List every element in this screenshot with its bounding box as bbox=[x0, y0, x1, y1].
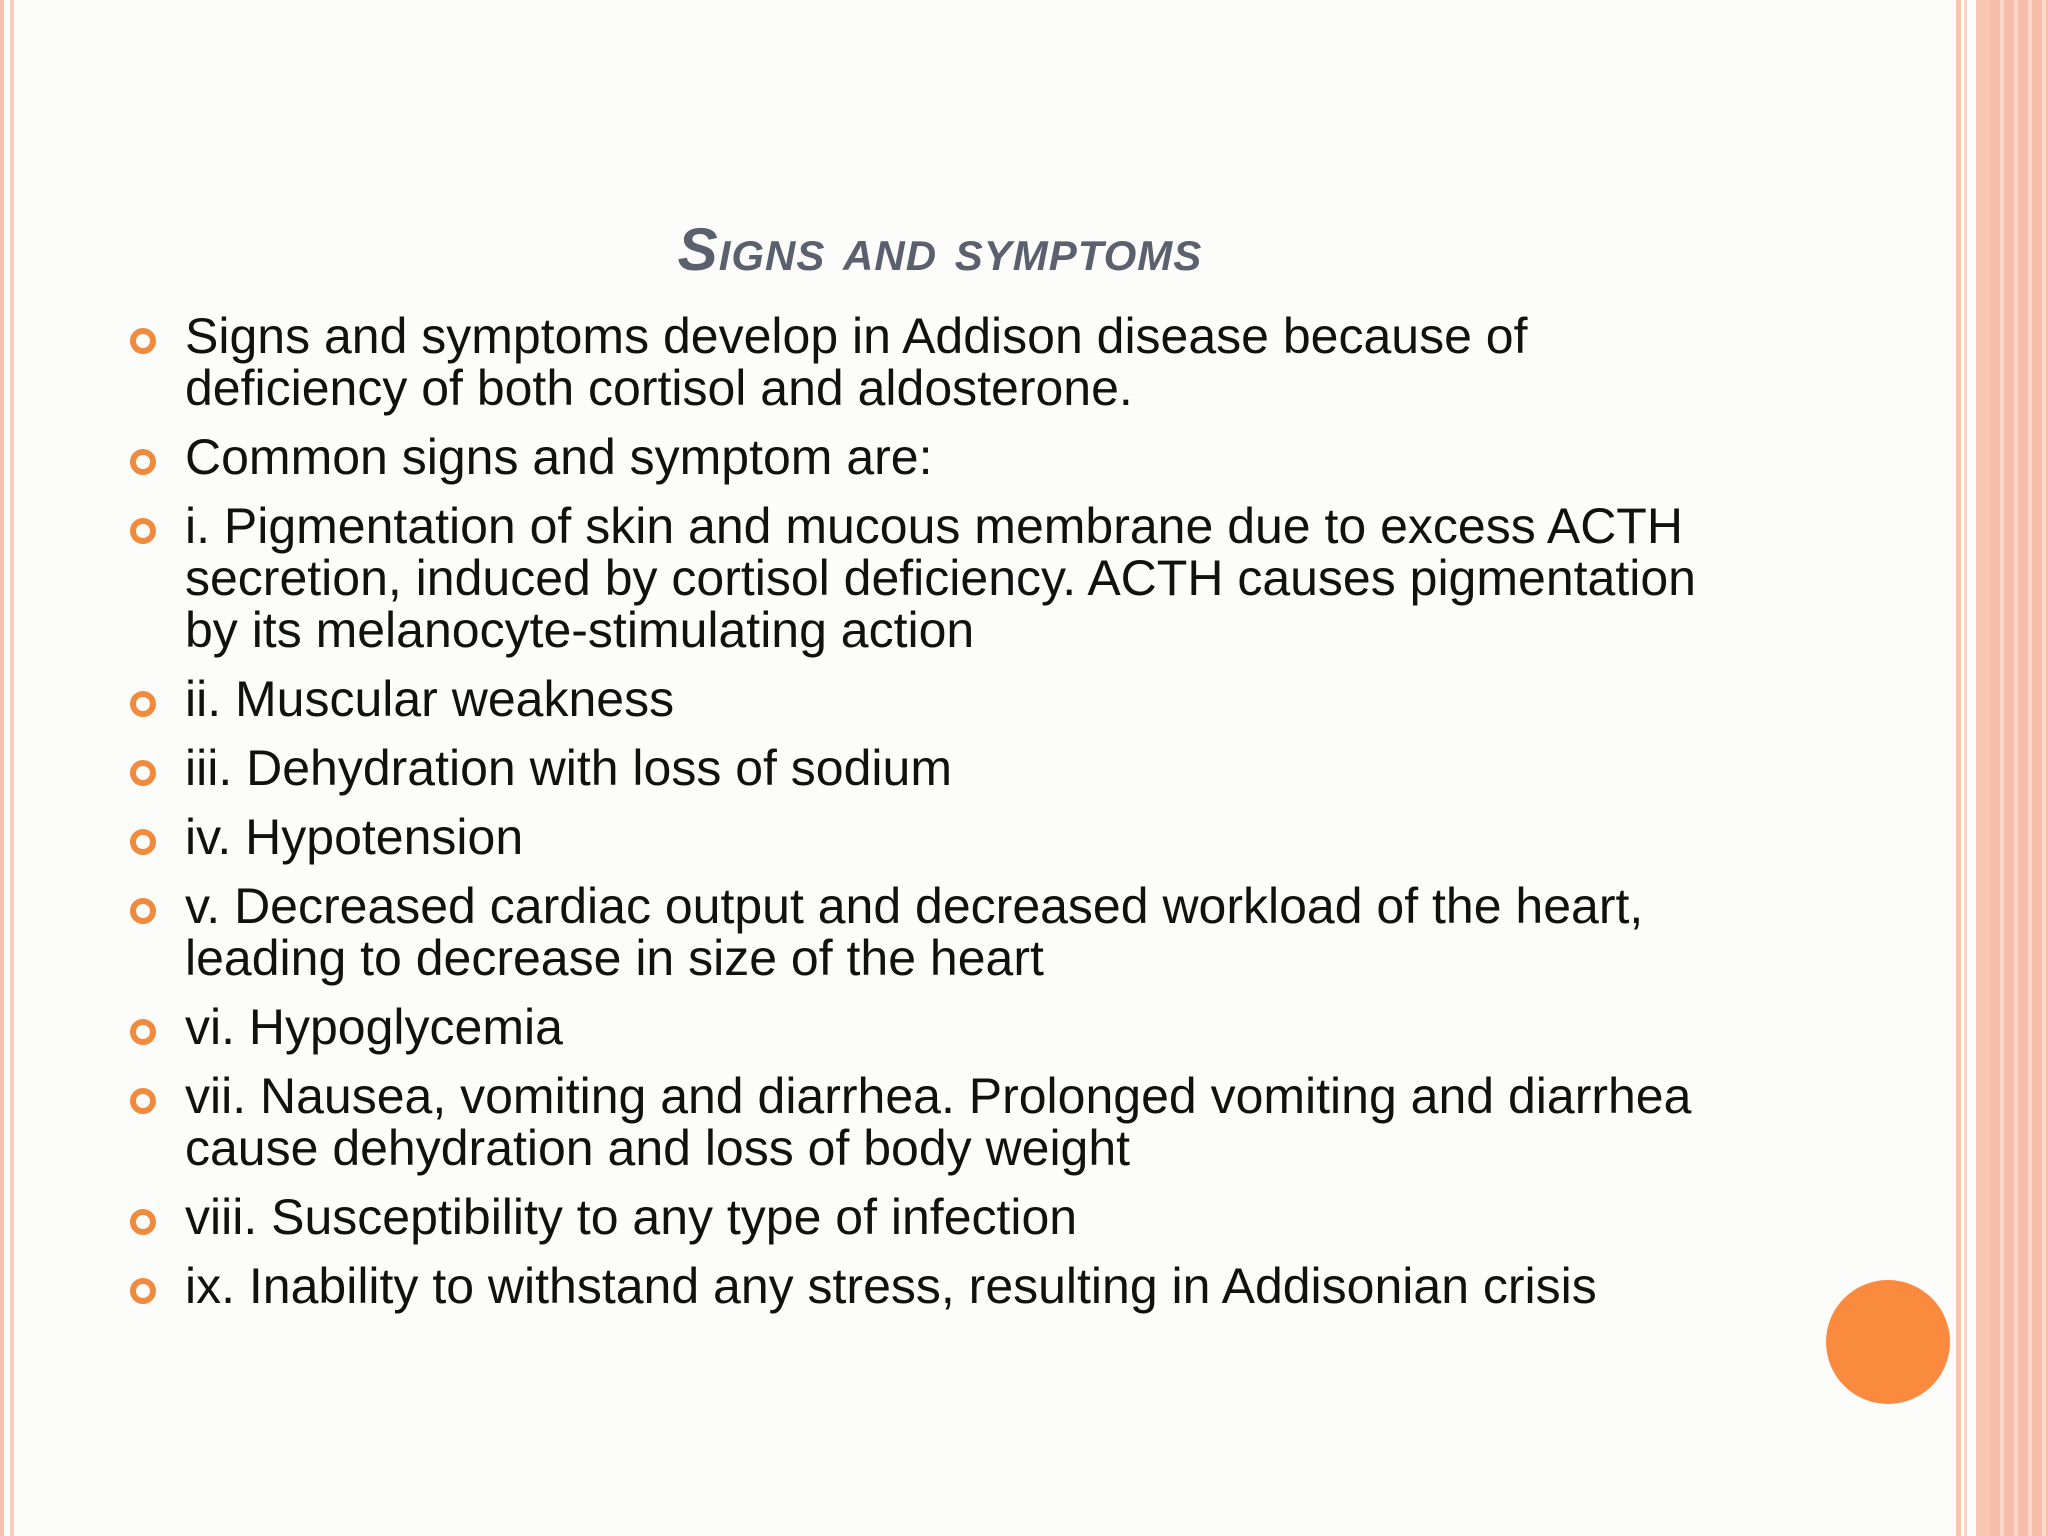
slide-title: Signs and symptoms bbox=[677, 216, 1203, 283]
bullet-list bbox=[130, 310, 1730, 1329]
bullet-text: viii. Susceptibility to any type of infection bbox=[185, 1189, 1078, 1245]
ring-bullet-icon bbox=[130, 829, 156, 855]
bullet-text: i. Pigmentation of skin and mucous membrane due to excess ACTH secretion, induced by cortisol deficiency. ACTH causes pigmentation by its melanocyte-stimulating action bbox=[185, 498, 1696, 658]
bullet-text: Common signs and symptom are: bbox=[185, 429, 933, 485]
bullet-text: Signs and symptoms develop in Addison disease because of deficiency of both cortisol and aldosterone. bbox=[185, 308, 1528, 416]
left-border-stripe-inner bbox=[10, 0, 14, 1536]
ring-bullet-icon bbox=[130, 1209, 156, 1235]
bullet-item bbox=[130, 500, 1730, 656]
bullet-item bbox=[130, 1070, 1730, 1174]
bullet-text: ii. Muscular weakness bbox=[185, 671, 675, 727]
ring-bullet-icon bbox=[130, 518, 156, 544]
left-border-stripe bbox=[0, 0, 4, 1536]
bullet-text: ix. Inability to withstand any stress, resulting in Addisonian crisis bbox=[185, 1258, 1597, 1314]
bullet-item bbox=[130, 310, 1730, 414]
bullet-text: v. Decreased cardiac output and decreased workload of the heart, leading to decrease in size of the heart bbox=[185, 878, 1644, 986]
bullet-item bbox=[130, 1001, 1730, 1053]
bullet-item bbox=[130, 431, 1730, 483]
right-border-rule-inner bbox=[1964, 0, 1967, 1536]
decorative-orange-circle bbox=[1826, 1280, 1950, 1404]
right-border-band bbox=[1976, 0, 1990, 1536]
ring-bullet-icon bbox=[130, 1278, 156, 1304]
ring-bullet-icon bbox=[130, 691, 156, 717]
ring-bullet-icon bbox=[130, 328, 156, 354]
bullet-text: iii. Dehydration with loss of sodium bbox=[185, 740, 952, 796]
bullet-text: vii. Nausea, vomiting and diarrhea. Prolonged vomiting and diarrhea cause dehydration and loss of body weight bbox=[185, 1068, 1692, 1176]
right-border-rule bbox=[1956, 0, 1961, 1536]
bullet-item bbox=[130, 673, 1730, 725]
ring-bullet-icon bbox=[130, 898, 156, 924]
bullet-text: vi. Hypoglycemia bbox=[185, 999, 563, 1055]
bullet-item bbox=[130, 1260, 1730, 1312]
bullet-item bbox=[130, 1191, 1730, 1243]
ring-bullet-icon bbox=[130, 760, 156, 786]
right-border-band-stripes bbox=[1990, 0, 2048, 1536]
bullet-item bbox=[130, 742, 1730, 794]
ring-bullet-icon bbox=[130, 1019, 156, 1045]
ring-bullet-icon bbox=[130, 1088, 156, 1114]
ring-bullet-icon bbox=[130, 449, 156, 475]
bullet-text: iv. Hypotension bbox=[185, 809, 524, 865]
bullet-item bbox=[130, 880, 1730, 984]
bullet-item bbox=[130, 811, 1730, 863]
